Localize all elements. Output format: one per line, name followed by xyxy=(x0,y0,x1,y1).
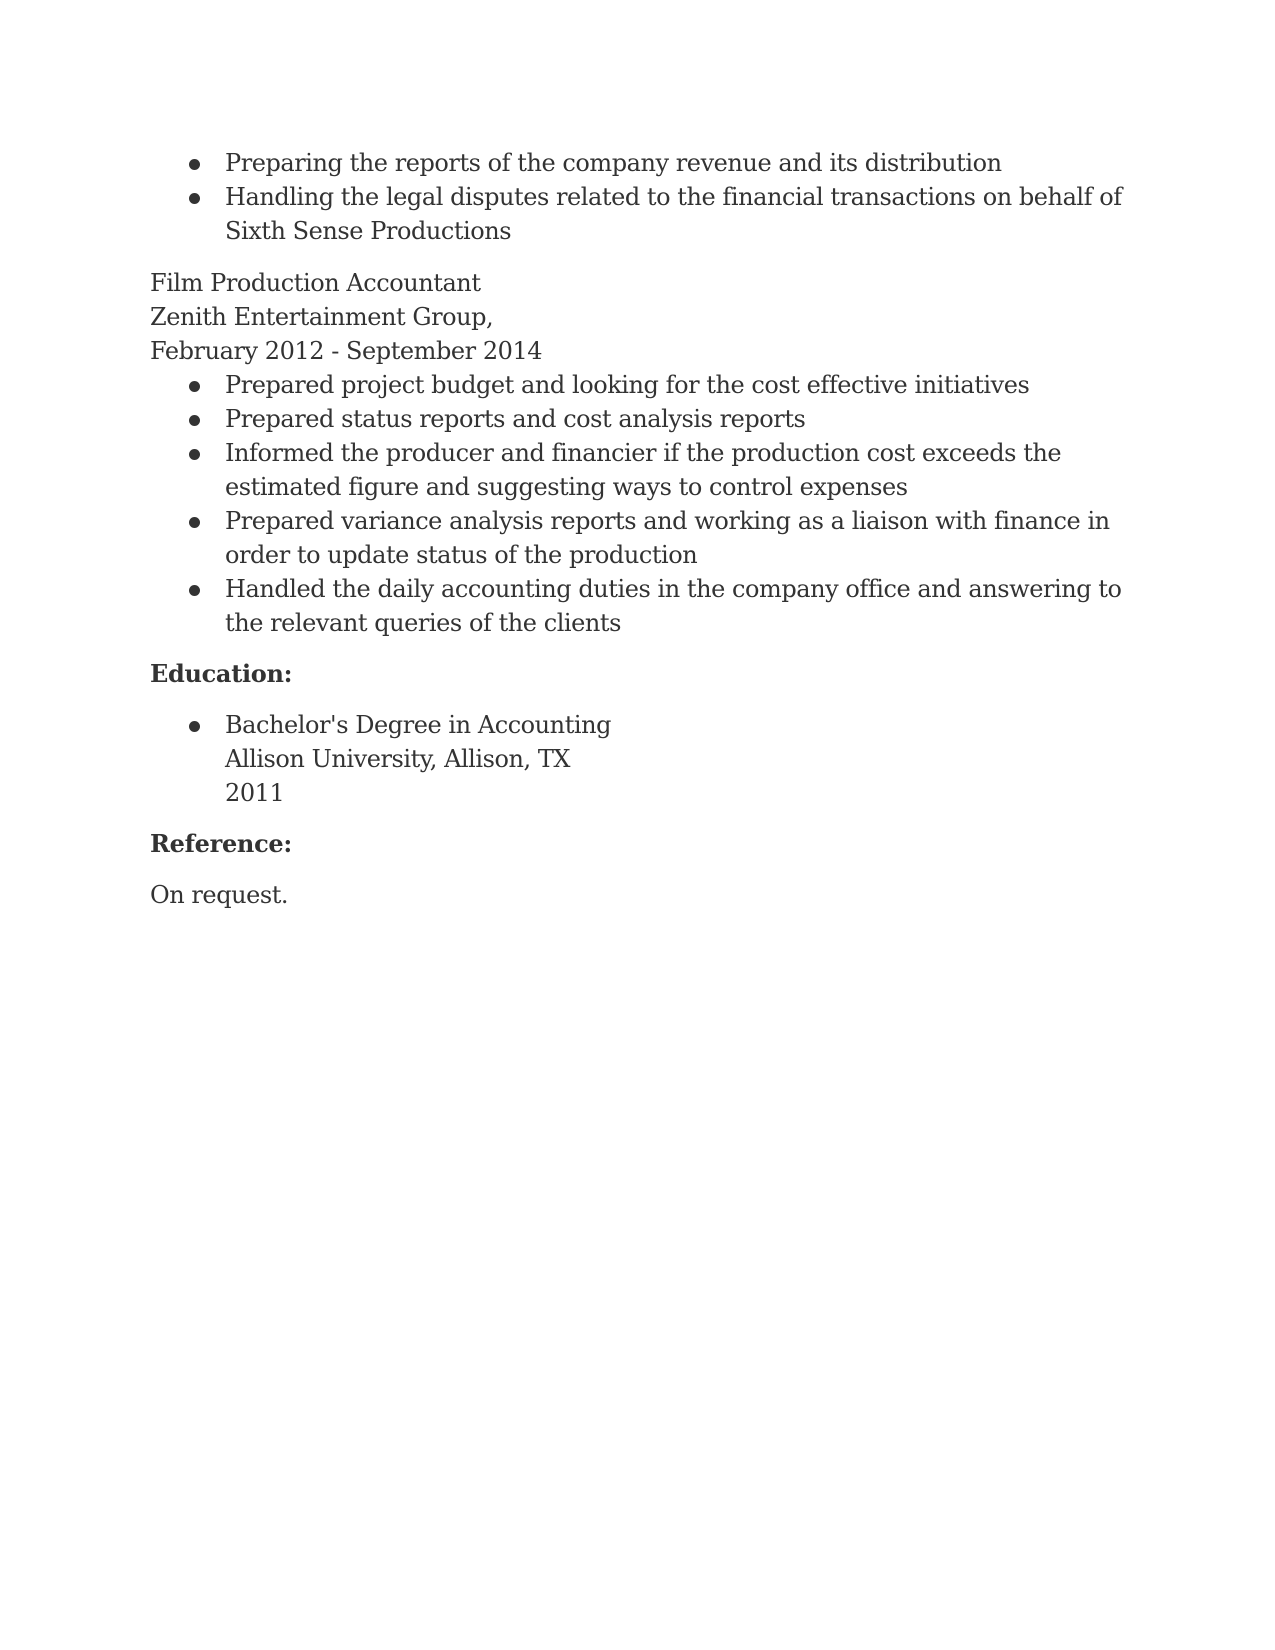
previous-job-bullet-list xyxy=(150,146,1130,248)
job-company: Zenith Entertainment Group, xyxy=(150,303,494,331)
bullet-icon xyxy=(189,381,200,392)
bullet-text: Preparing the reports of the company revenue and its distribution xyxy=(225,149,1002,177)
bullet-text: Handling the legal disputes related to the financial transactions on behalf of Sixth Sense Productions xyxy=(225,183,1122,245)
bullet-icon xyxy=(189,721,200,732)
list-item xyxy=(150,572,1130,640)
bullet-text: Prepared project budget and looking for the cost effective initiatives xyxy=(225,371,1030,399)
list-item xyxy=(150,504,1130,572)
bullet-icon xyxy=(189,585,200,596)
education-list xyxy=(150,708,1130,810)
job-title: Film Production Accountant xyxy=(150,269,481,297)
list-item xyxy=(150,708,1130,810)
list-item xyxy=(150,180,1130,248)
bullet-text: Handled the daily accounting duties in the company office and answering to the relevant queries of the clients xyxy=(225,575,1122,637)
education-year: 2011 xyxy=(225,779,285,807)
bullet-icon xyxy=(189,159,200,170)
list-item xyxy=(150,402,1130,436)
job-dates: February 2012 - September 2014 xyxy=(150,337,543,365)
bullet-icon xyxy=(189,517,200,528)
bullet-icon xyxy=(189,449,200,460)
reference-text: On request. xyxy=(150,881,289,909)
resume-content xyxy=(150,146,1130,912)
list-item xyxy=(150,146,1130,180)
reference-heading: Reference: xyxy=(150,829,292,858)
bullet-icon xyxy=(189,415,200,426)
education-degree: Bachelor's Degree in Accounting xyxy=(225,711,612,739)
bullet-icon xyxy=(189,193,200,204)
list-item xyxy=(150,368,1130,402)
education-school: Allison University, Allison, TX xyxy=(225,745,571,773)
bullet-text: Prepared variance analysis reports and working as a liaison with finance in order to update status of the production xyxy=(225,507,1110,569)
education-heading: Education: xyxy=(150,659,293,688)
bullet-text: Prepared status reports and cost analysis reports xyxy=(225,405,806,433)
job-bullet-list xyxy=(150,368,1130,640)
list-item xyxy=(150,436,1130,504)
bullet-text: Informed the producer and financier if the production cost exceeds the estimated figure and suggesting ways to control expenses xyxy=(225,439,1062,501)
